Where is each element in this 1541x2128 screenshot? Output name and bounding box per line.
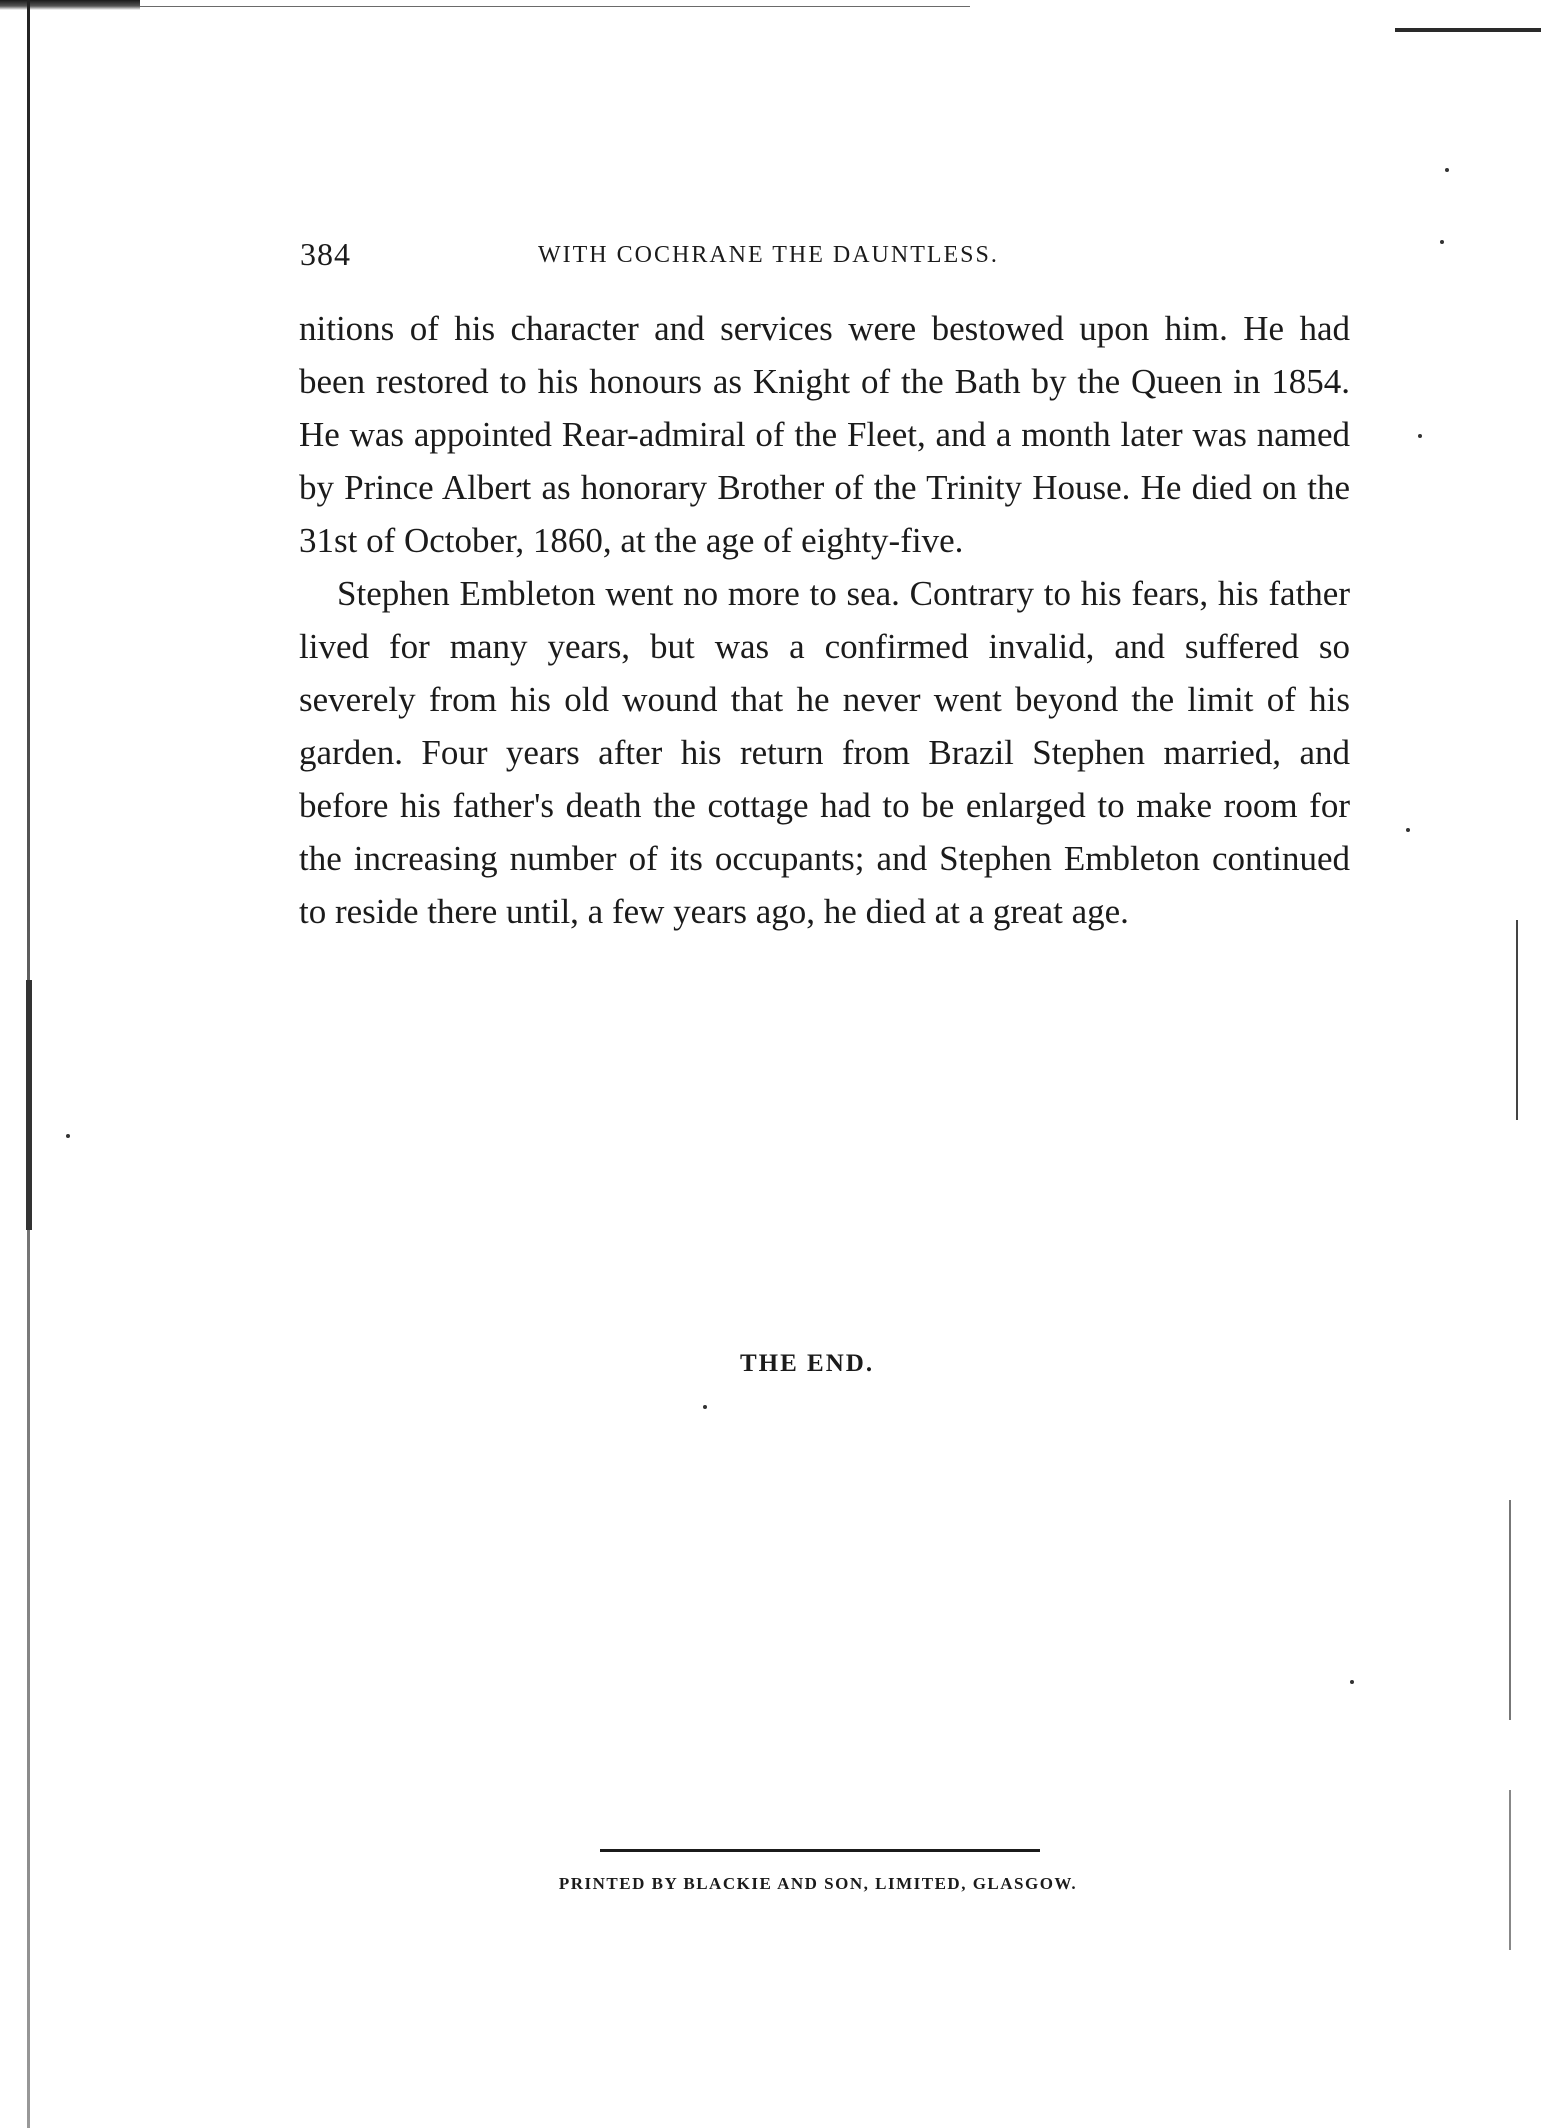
scan-speck [1440, 240, 1444, 244]
scan-speck [66, 1134, 70, 1138]
scan-edge-top-left [0, 0, 140, 10]
scan-speck [1418, 434, 1422, 438]
body-text [299, 302, 1350, 938]
running-title: WITH COCHRANE THE DAUNTLESS. [538, 242, 999, 268]
paragraph: nitions of his character and services were bestowed upon him. He had been restored to his honours as Knight of the Bath by the Queen in 1854. He was appointed Rear-admiral of the Fleet, and a month later was named by Prince Albert as honorary Brother of the Trinity House. He died on the 31st of October, 1860, at the age of eighty-five. [299, 309, 1350, 560]
scan-speck [1445, 168, 1449, 172]
scan-edge-right-mark [1509, 1500, 1511, 1720]
page-header [300, 236, 1125, 276]
scan-edge-top-right [1395, 28, 1541, 32]
scan-edge-top-line [140, 6, 970, 7]
scan-speck [703, 1405, 707, 1409]
page-number: 384 [300, 236, 351, 272]
scan-edge-right-mark [1516, 920, 1518, 1120]
scan-speck [1406, 828, 1410, 832]
printer-imprint: PRINTED BY BLACKIE AND SON, LIMITED, GLASGOW. [558, 1874, 1078, 1893]
the-end-heading: THE END. [740, 1350, 875, 1377]
imprint-rule [600, 1849, 1040, 1852]
scan-edge-right-mark [1509, 1790, 1511, 1950]
scan-speck [1350, 1680, 1354, 1684]
scan-edge-left-shadow [26, 980, 32, 1230]
paragraph: Stephen Embleton went no more to sea. Contrary to his fears, his father lived for many years, but was a confirmed invalid, and suffered so severely from his old wound that he never went beyond the limit of his garden. Four years after his return from Brazil Stephen married, and before his father's death the cottage had to be enlarged to make room for the increasing number of its occupants; and Stephen Embleton continued to reside there until, a few years ago, he died at a great age. [299, 574, 1350, 931]
